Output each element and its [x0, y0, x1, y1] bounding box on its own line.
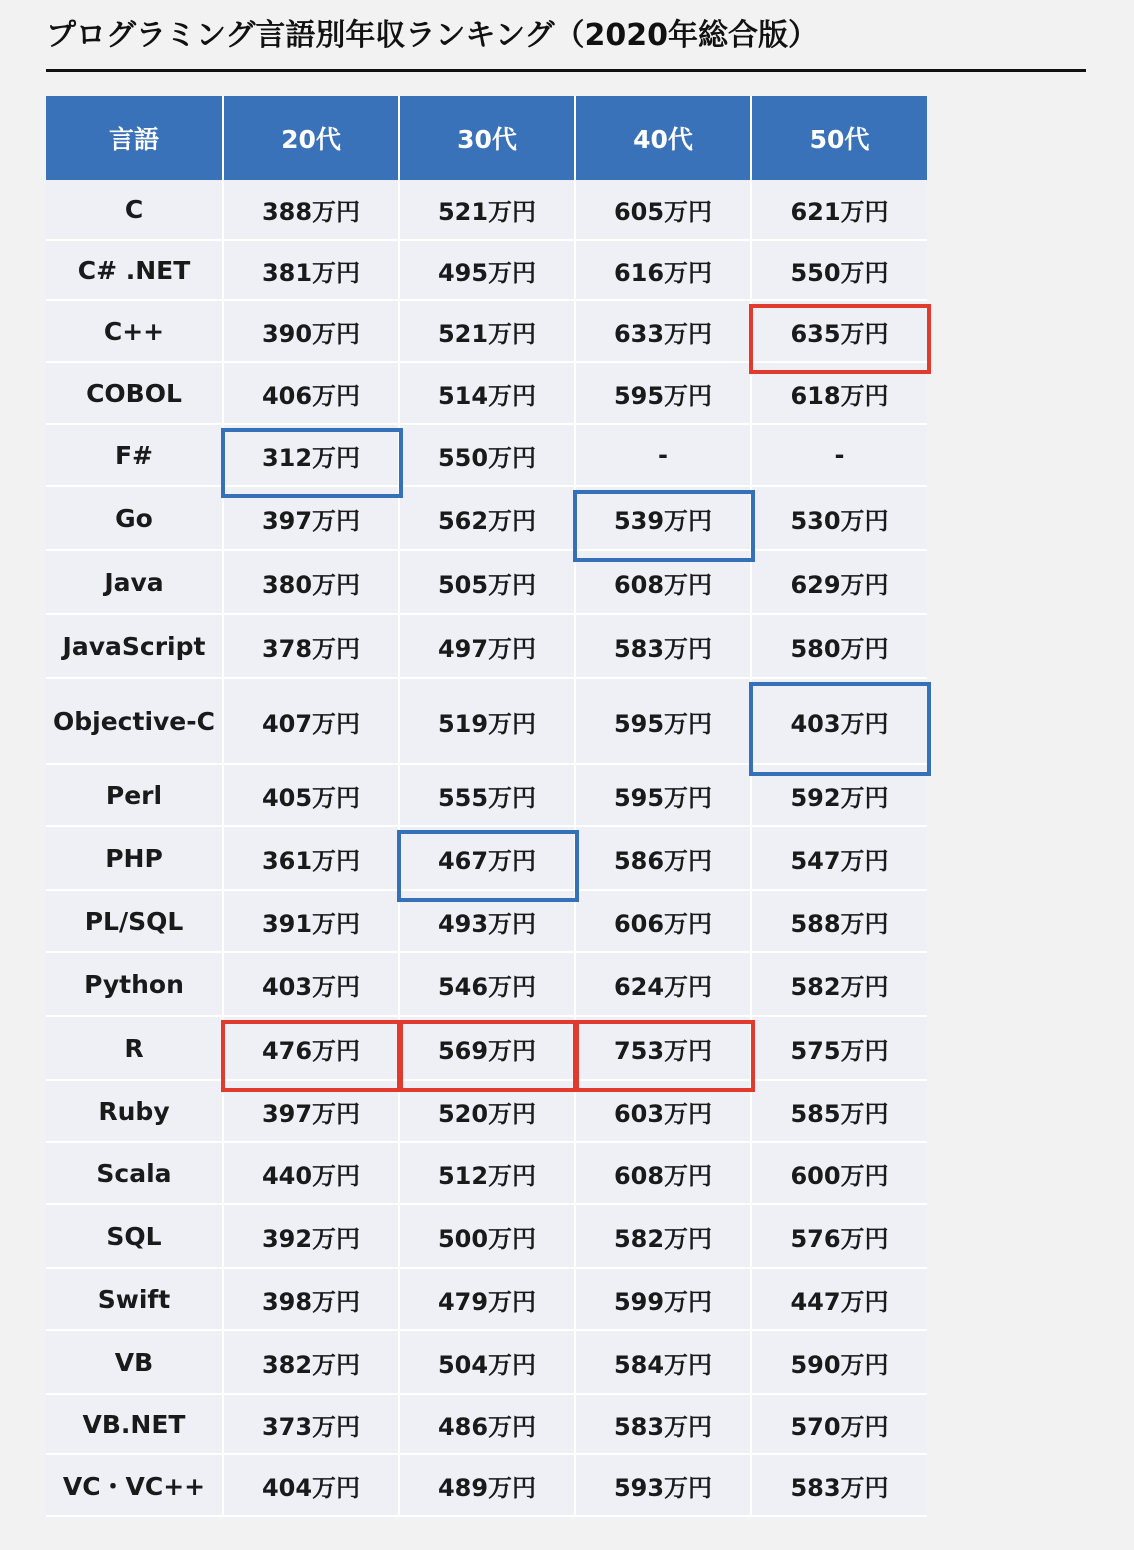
salary-cell: 388万円: [223, 180, 399, 240]
salary-cell: 753万円: [575, 1016, 751, 1080]
table-row: [46, 614, 927, 678]
language-cell: VB.NET: [46, 1394, 223, 1454]
salary-cell: 624万円: [575, 952, 751, 1016]
salary-cell: 606万円: [575, 890, 751, 952]
table-header-row: [46, 96, 927, 180]
salary-cell: 312万円: [223, 424, 399, 486]
language-cell: F#: [46, 424, 223, 486]
salary-cell: 489万円: [399, 1454, 575, 1516]
salary-cell: 547万円: [751, 826, 927, 890]
salary-cell: 495万円: [399, 240, 575, 300]
table-row: [46, 678, 927, 764]
salary-cell: 521万円: [399, 300, 575, 362]
salary-cell: 467万円: [399, 826, 575, 890]
table-row: [46, 1016, 927, 1080]
language-cell: Objective-C: [46, 678, 223, 764]
language-cell: COBOL: [46, 362, 223, 424]
salary-cell: 382万円: [223, 1330, 399, 1394]
salary-cell: 404万円: [223, 1454, 399, 1516]
salary-cell: 406万円: [223, 362, 399, 424]
salary-cell: 407万円: [223, 678, 399, 764]
salary-cell: 616万円: [575, 240, 751, 300]
salary-cell: 512万円: [399, 1142, 575, 1204]
salary-cell: 585万円: [751, 1080, 927, 1142]
table-row: [46, 952, 927, 1016]
language-cell: PHP: [46, 826, 223, 890]
table-row: [46, 486, 927, 550]
salary-cell: 497万円: [399, 614, 575, 678]
salary-cell: 550万円: [399, 424, 575, 486]
salary-cell: 392万円: [223, 1204, 399, 1268]
table-row: [46, 180, 927, 240]
table-row: [46, 362, 927, 424]
salary-cell: 618万円: [751, 362, 927, 424]
language-cell: Perl: [46, 764, 223, 826]
salary-cell: 592万円: [751, 764, 927, 826]
table-row: [46, 764, 927, 826]
salary-cell: 479万円: [399, 1268, 575, 1330]
salary-cell: 373万円: [223, 1394, 399, 1454]
table-row: [46, 826, 927, 890]
salary-table: [46, 96, 927, 1517]
salary-cell: 583万円: [751, 1454, 927, 1516]
salary-cell: 550万円: [751, 240, 927, 300]
salary-cell: 521万円: [399, 180, 575, 240]
salary-cell: 440万円: [223, 1142, 399, 1204]
salary-cell: 595万円: [575, 678, 751, 764]
language-cell: C: [46, 180, 223, 240]
salary-table-container: [46, 96, 927, 1517]
table-row: [46, 300, 927, 362]
salary-cell: 397万円: [223, 1080, 399, 1142]
salary-cell: 569万円: [399, 1016, 575, 1080]
column-header: 50代: [751, 96, 927, 180]
table-row: [46, 424, 927, 486]
salary-cell: 403万円: [223, 952, 399, 1016]
salary-cell: 605万円: [575, 180, 751, 240]
salary-cell: 583万円: [575, 614, 751, 678]
table-row: [46, 550, 927, 614]
salary-cell: 530万円: [751, 486, 927, 550]
language-cell: Ruby: [46, 1080, 223, 1142]
language-cell: JavaScript: [46, 614, 223, 678]
table-row: [46, 1394, 927, 1454]
salary-cell: 476万円: [223, 1016, 399, 1080]
salary-cell: 519万円: [399, 678, 575, 764]
salary-cell: 397万円: [223, 486, 399, 550]
table-row: [46, 1142, 927, 1204]
salary-cell: 403万円: [751, 678, 927, 764]
table-row: [46, 1454, 927, 1516]
salary-cell: 580万円: [751, 614, 927, 678]
salary-cell: -: [751, 424, 927, 486]
salary-cell: 575万円: [751, 1016, 927, 1080]
salary-cell: 608万円: [575, 550, 751, 614]
salary-cell: 378万円: [223, 614, 399, 678]
salary-cell: 546万円: [399, 952, 575, 1016]
salary-cell: 583万円: [575, 1394, 751, 1454]
column-header: 20代: [223, 96, 399, 180]
language-cell: VB: [46, 1330, 223, 1394]
table-row: [46, 240, 927, 300]
salary-cell: 539万円: [575, 486, 751, 550]
salary-cell: 582万円: [751, 952, 927, 1016]
language-cell: Scala: [46, 1142, 223, 1204]
language-cell: C++: [46, 300, 223, 362]
language-cell: SQL: [46, 1204, 223, 1268]
salary-cell: 486万円: [399, 1394, 575, 1454]
salary-cell: 586万円: [575, 826, 751, 890]
table-row: [46, 1268, 927, 1330]
salary-cell: 590万円: [751, 1330, 927, 1394]
salary-cell: 582万円: [575, 1204, 751, 1268]
salary-cell: 405万円: [223, 764, 399, 826]
language-cell: Go: [46, 486, 223, 550]
page-title: プログラミング言語別年収ランキング（2020年総合版）: [46, 18, 818, 53]
salary-cell: 390万円: [223, 300, 399, 362]
salary-cell: -: [575, 424, 751, 486]
salary-cell: 588万円: [751, 890, 927, 952]
language-cell: C# .NET: [46, 240, 223, 300]
salary-cell: 576万円: [751, 1204, 927, 1268]
language-cell: R: [46, 1016, 223, 1080]
salary-cell: 633万円: [575, 300, 751, 362]
salary-cell: 520万円: [399, 1080, 575, 1142]
salary-cell: 584万円: [575, 1330, 751, 1394]
table-row: [46, 1080, 927, 1142]
salary-cell: 562万円: [399, 486, 575, 550]
salary-cell: 595万円: [575, 362, 751, 424]
salary-cell: 570万円: [751, 1394, 927, 1454]
salary-cell: 500万円: [399, 1204, 575, 1268]
salary-cell: 398万円: [223, 1268, 399, 1330]
title-underline: [46, 69, 1086, 72]
salary-cell: 608万円: [575, 1142, 751, 1204]
column-header: 言語: [46, 96, 223, 180]
language-cell: Swift: [46, 1268, 223, 1330]
table-row: [46, 1204, 927, 1268]
table-row: [46, 890, 927, 952]
language-cell: Java: [46, 550, 223, 614]
salary-cell: 595万円: [575, 764, 751, 826]
language-cell: Python: [46, 952, 223, 1016]
language-cell: PL/SQL: [46, 890, 223, 952]
column-header: 30代: [399, 96, 575, 180]
salary-cell: 593万円: [575, 1454, 751, 1516]
salary-cell: 621万円: [751, 180, 927, 240]
salary-cell: 505万円: [399, 550, 575, 614]
salary-cell: 599万円: [575, 1268, 751, 1330]
salary-cell: 447万円: [751, 1268, 927, 1330]
table-row: [46, 1330, 927, 1394]
salary-cell: 391万円: [223, 890, 399, 952]
salary-cell: 635万円: [751, 300, 927, 362]
salary-cell: 504万円: [399, 1330, 575, 1394]
language-cell: VC・VC++: [46, 1454, 223, 1516]
salary-cell: 603万円: [575, 1080, 751, 1142]
salary-cell: 629万円: [751, 550, 927, 614]
salary-cell: 361万円: [223, 826, 399, 890]
salary-cell: 381万円: [223, 240, 399, 300]
column-header: 40代: [575, 96, 751, 180]
salary-cell: 600万円: [751, 1142, 927, 1204]
salary-cell: 493万円: [399, 890, 575, 952]
salary-cell: 380万円: [223, 550, 399, 614]
salary-cell: 514万円: [399, 362, 575, 424]
salary-cell: 555万円: [399, 764, 575, 826]
table-body: [46, 180, 927, 1516]
